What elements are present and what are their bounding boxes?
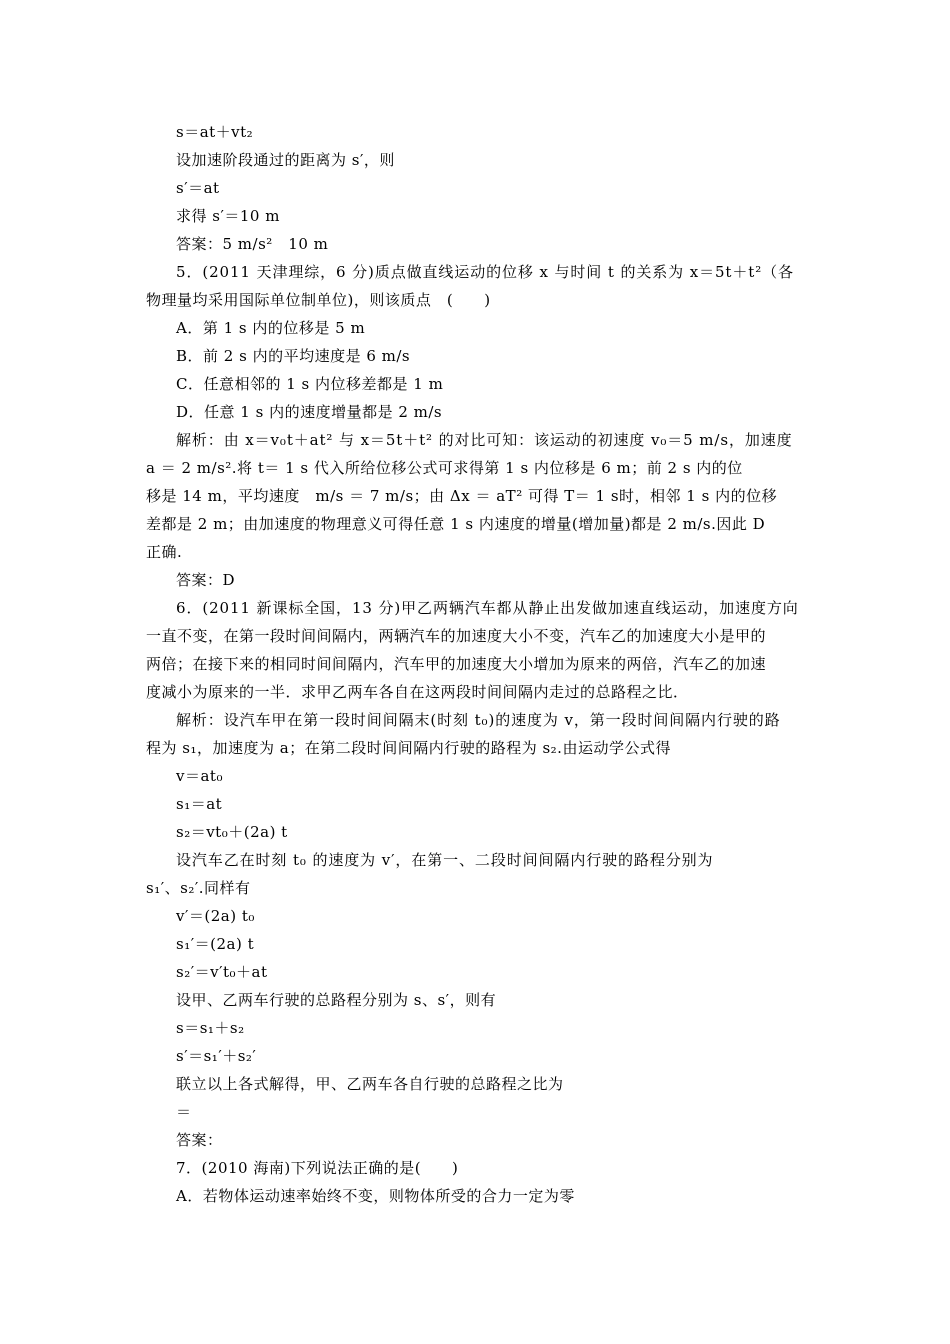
solution-line: 程为 s₁，加速度为 a；在第二段时间间隔内行驶的路程为 s₂.由运动学公式得: [146, 739, 671, 757]
formula-line: s₂′＝v′t₀＋at: [176, 963, 268, 981]
question-5-stem: 5．(2011 天津理综，6 分)质点做直线运动的位移 x 与时间 t 的关系为 x＝5t＋t²（各: [176, 263, 794, 281]
formula-line: s₁′＝(2a) t: [176, 935, 255, 953]
question-6-stem: 度减小为原来的一半．求甲乙两车各自在这两段时间间隔内走过的总路程之比．: [146, 683, 689, 701]
solution-line: 解析：设汽车甲在第一段时间间隔末(时刻 t₀)的速度为 v，第一段时间间隔内行驶的路: [176, 711, 781, 729]
formula-line: s′＝s₁′＋s₂′: [176, 1047, 257, 1065]
solution-line: a ＝ 2 m/s².将 t＝ 1 s 代入所给位移公式可求得第 1 s 内位移是 6 m；前 2 s 内的位: [146, 459, 743, 477]
text-line: 设加速阶段通过的距离为 s′，则: [176, 151, 395, 169]
solution-line: 正确.: [146, 543, 183, 561]
formula-line: s＝s₁＋s₂: [176, 1019, 245, 1037]
option-b: B．前 2 s 内的平均速度是 6 m/s: [176, 347, 411, 365]
question-5-stem-continued: 物理量均采用国际单位制单位)，则该质点 ( ): [146, 291, 491, 309]
formula-line: s₁＝at: [176, 795, 223, 813]
question-7-stem: 7．(2010 海南)下列说法正确的是( ): [176, 1159, 459, 1177]
formula-line: s₂＝vt₀＋(2a) t: [176, 823, 288, 841]
formula-line: s′＝at: [176, 179, 220, 197]
formula-line: v′＝(2a) t₀: [176, 907, 255, 925]
answer-line: 答案：5 m/s² 10 m: [176, 235, 329, 253]
question-6-stem: 6．(2011 新课标全国，13 分)甲乙两辆汽车都从静止出发做加速直线运动，加速度方向: [176, 599, 799, 617]
text-line: 求得 s′＝10 m: [176, 207, 280, 225]
option-c: C．任意相邻的 1 s 内位移差都是 1 m: [176, 375, 444, 393]
text-line: 联立以上各式解得，甲、乙两车各自行驶的总路程之比为: [176, 1075, 564, 1093]
answer-line: 答案：: [176, 1131, 223, 1149]
question-6-stem: 两倍；在接下来的相同时间间隔内，汽车甲的加速度大小增加为原来的两倍，汽车乙的加速: [146, 655, 767, 673]
text-line: 设甲、乙两车行驶的总路程分别为 s、s′，则有: [176, 991, 497, 1009]
solution-line: 差都是 2 m；由加速度的物理意义可得任意 1 s 内速度的增量(增加量)都是 2 m/s.因此 D: [146, 515, 766, 533]
solution-line: 移是 14 m，平均速度 m/s ＝ 7 m/s；由 Δx ＝ aT² 可得 T＝ 1 s时，相邻 1 s 内的位移: [146, 487, 778, 505]
answer-line: 答案：D: [176, 571, 236, 589]
question-6-stem: 一直不变，在第一段时间间隔内，两辆汽车的加速度大小不变，汽车乙的加速度大小是甲的: [146, 627, 767, 645]
option-a: A．第 1 s 内的位移是 5 m: [176, 319, 366, 337]
formula-line: s＝at＋vt₂: [176, 123, 254, 141]
option-a: A．若物体运动速率始终不变，则物体所受的合力一定为零: [176, 1187, 575, 1205]
solution-line: 解析：由 x＝v₀t＋at² 与 x＝5t＋t² 的对比可知：该运动的初速度 v₀＝5 m/s，加速度: [176, 431, 793, 449]
formula-line: v＝at₀: [176, 767, 223, 785]
solution-line: s₁′、s₂′.同样有: [146, 879, 251, 897]
option-d: D．任意 1 s 内的速度增量都是 2 m/s: [176, 403, 443, 421]
solution-line: 设汽车乙在时刻 t₀ 的速度为 v′，在第一、二段时间间隔内行驶的路程分别为: [176, 851, 714, 869]
formula-line: ＝: [176, 1103, 192, 1121]
